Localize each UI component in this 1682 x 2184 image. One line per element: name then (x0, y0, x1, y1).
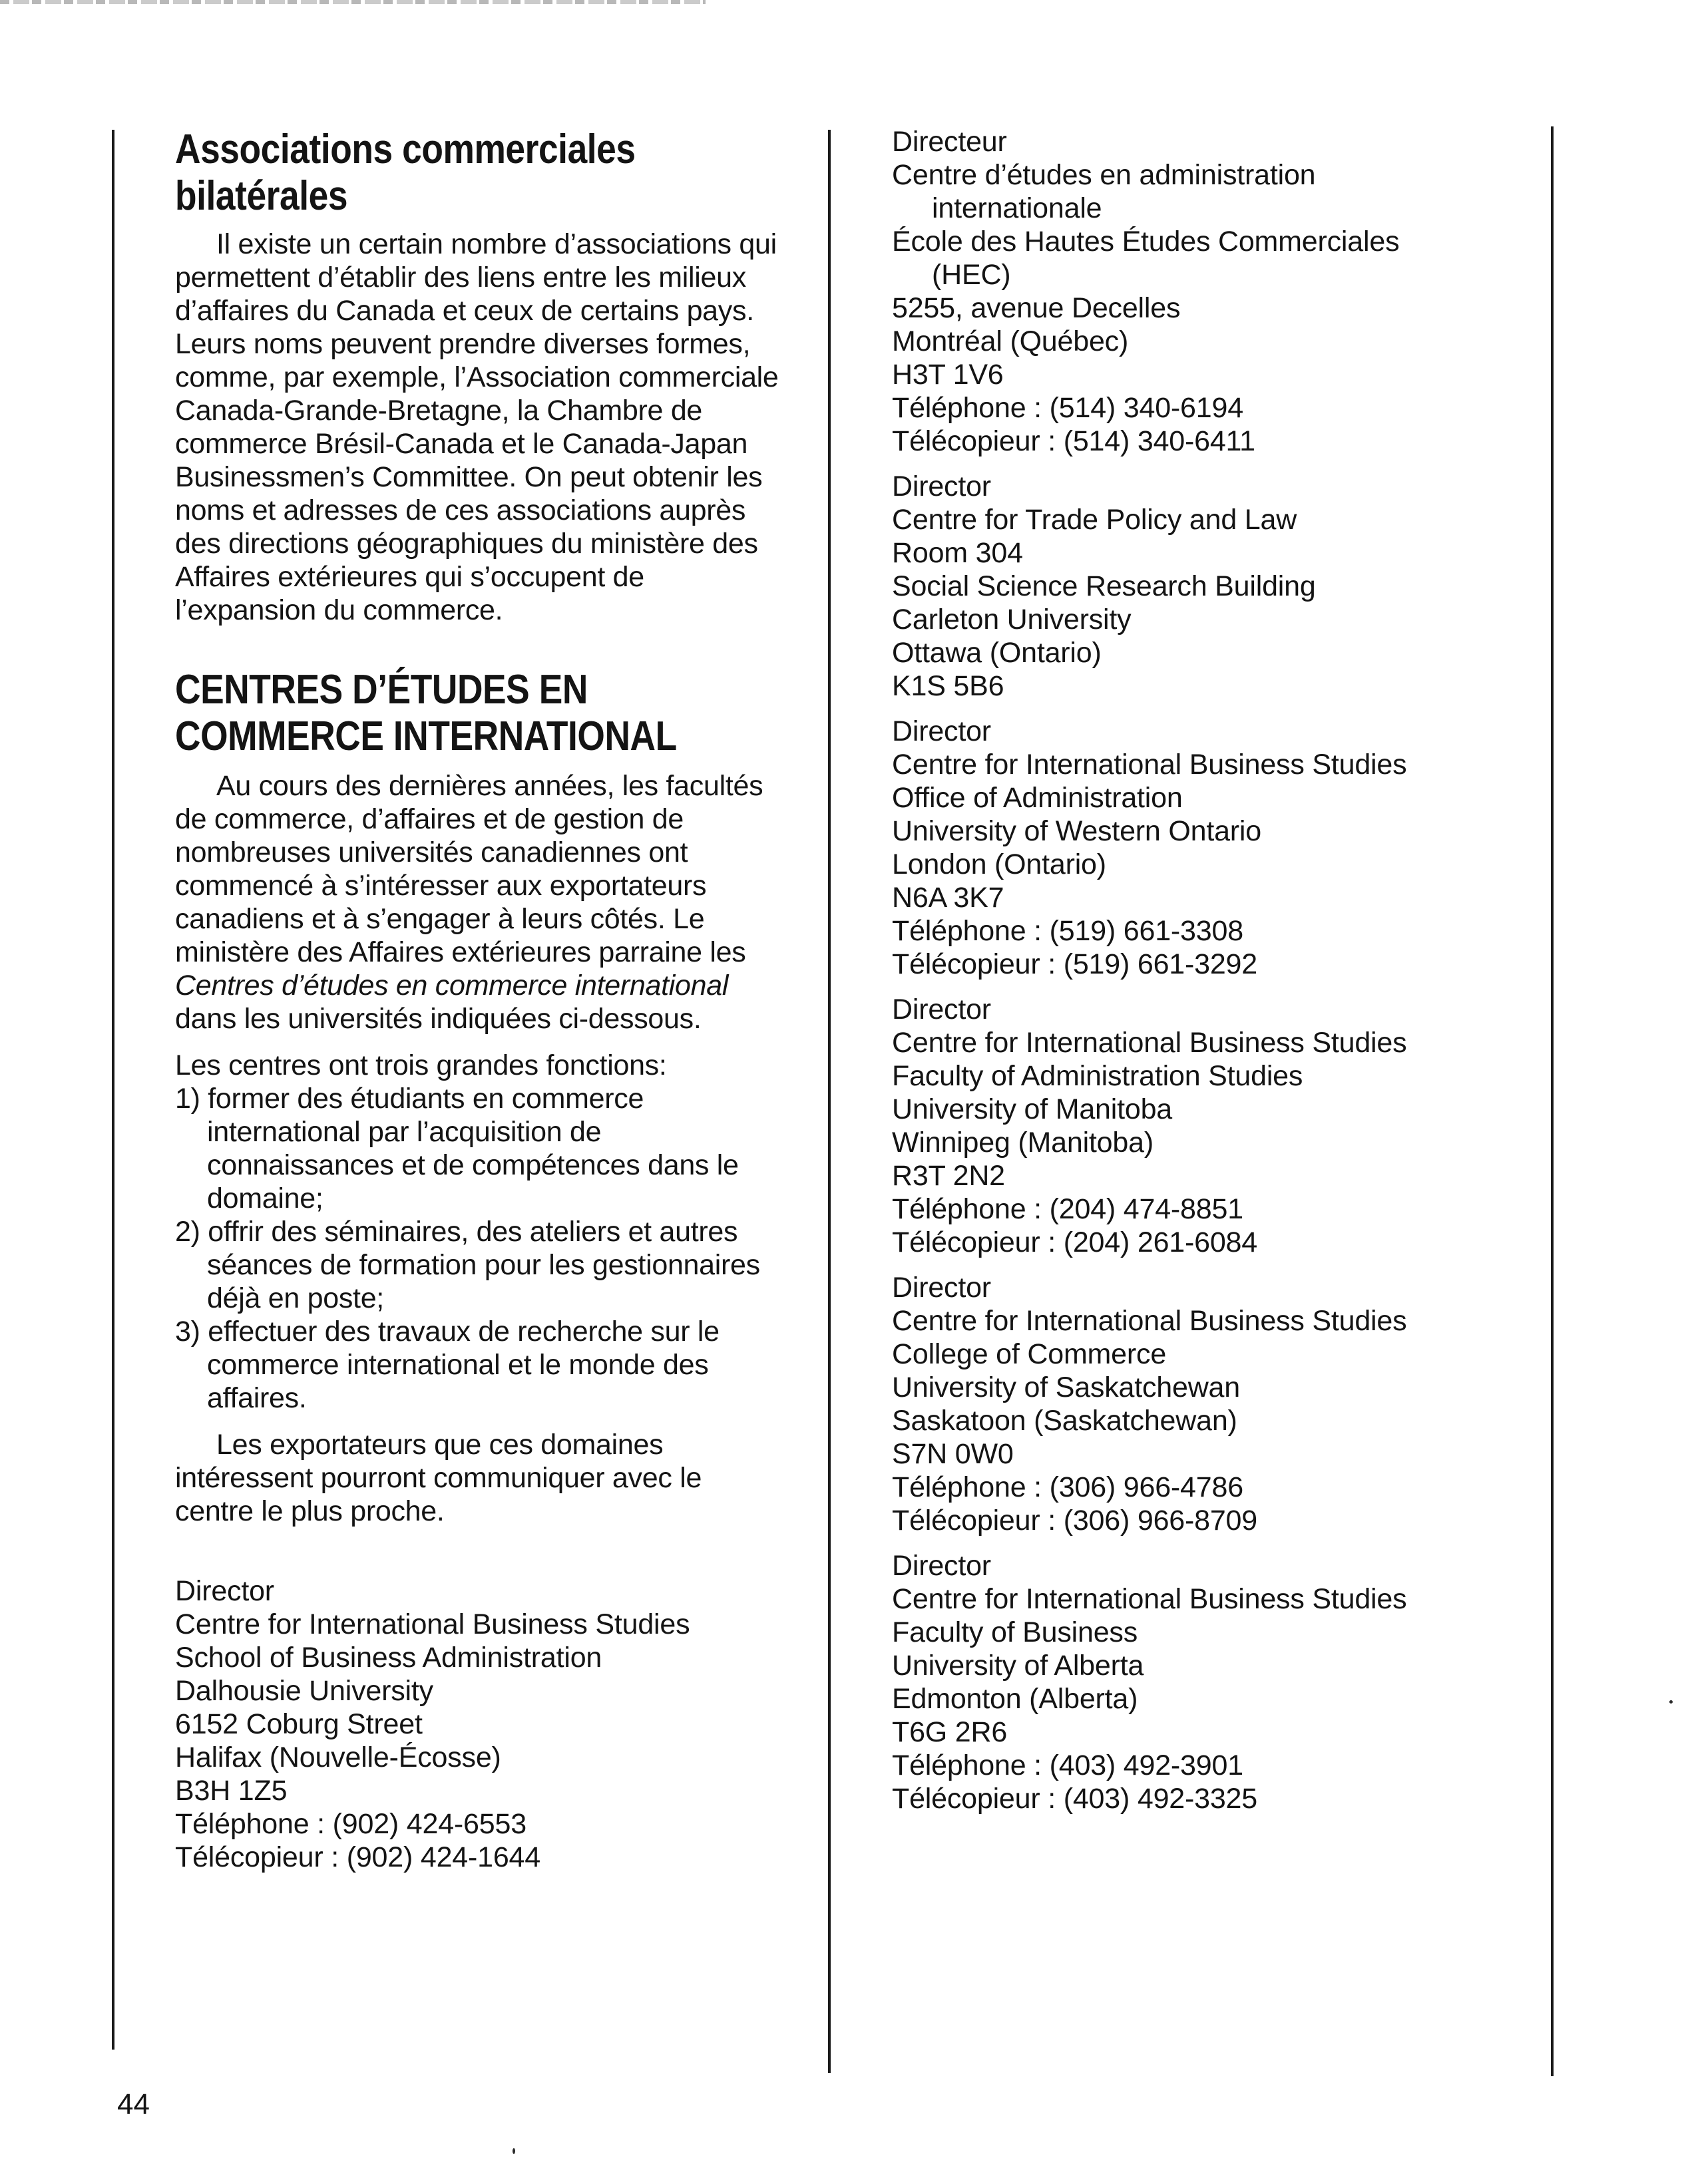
address-line: Dalhousie University (175, 1675, 433, 1707)
address-line: École des Hautes Études Commerciales (892, 226, 1400, 258)
right-column (892, 125, 1531, 1815)
address-line: Télécopieur : (514) 340-6411 (892, 425, 1255, 457)
heading-line: Associations commerciales (175, 126, 636, 172)
intro-text: Au cours des dernières années, les facultés de commerce, d’affaires et de gestion de nombreuses universités canadiennes ont commencé à s’intéresser aux exportateurs canadiens et à s’engager à leurs côtés. Le ministère des Affaires extérieures parraine les (175, 770, 763, 968)
address-line: Winnipeg (Manitoba) (892, 1127, 1154, 1159)
address-line: Téléphone : (902) 424-6553 (175, 1808, 526, 1840)
address-block-manitoba (892, 993, 1531, 1259)
address-line: Téléphone : (204) 474-8851 (892, 1193, 1243, 1225)
page-number: 44 (117, 2088, 150, 2121)
address-block-alberta (892, 1549, 1531, 1815)
function-item: 1) former des étudiants en commerce international par l’acquisition de connaissances et de compétences dans le domaine; (175, 1083, 739, 1214)
heading-line: bilatérales (175, 173, 348, 219)
function-item: 3) effectuer des travaux de recherche sur le commerce international et le monde des affaires. (175, 1316, 720, 1414)
address-line: Centre for International Business Studies (892, 1305, 1407, 1337)
address-line: Director (892, 715, 991, 747)
address-line: Télécopieur : (519) 661-3292 (892, 948, 1257, 980)
address-line: Social Science Research Building (892, 570, 1316, 602)
intro-text: dans les universités indiquées ci-dessous. (175, 1003, 702, 1035)
address-line: Director (892, 470, 991, 502)
address-line: Centre for International Business Studies (892, 1027, 1407, 1059)
address-line: Téléphone : (514) 340-6194 (892, 392, 1243, 424)
address-line: Télécopieur : (403) 492-3325 (892, 1783, 1257, 1815)
address-line: B3H 1Z5 (175, 1775, 288, 1807)
address-line: 5255, avenue Decelles (892, 292, 1181, 324)
address-line: H3T 1V6 (892, 359, 1004, 391)
address-line: Director (175, 1575, 274, 1607)
address-line: Téléphone : (306) 966-4786 (892, 1471, 1243, 1503)
study-centres-intro-paragraph (175, 769, 787, 1035)
address-line: Centre for International Business Studies (892, 749, 1407, 781)
address-line: S7N 0W0 (892, 1438, 1014, 1470)
scan-speck (1669, 1700, 1673, 1704)
address-line: internationale (932, 192, 1102, 224)
address-block-saskatchewan (892, 1271, 1531, 1537)
address-line: Directeur (892, 126, 1007, 158)
address-line: College of Commerce (892, 1338, 1167, 1370)
address-line: Director (892, 994, 991, 1025)
address-line: Téléphone : (403) 492-3901 (892, 1749, 1243, 1781)
address-line: Edmonton (Alberta) (892, 1683, 1138, 1715)
functions-lead: Les centres ont trois grandes fonctions: (175, 1049, 667, 1081)
address-line: R3T 2N2 (892, 1160, 1005, 1192)
address-line: 6152 Coburg Street (175, 1708, 423, 1740)
address-line: Halifax (Nouvelle-Écosse) (175, 1741, 501, 1773)
function-item: 2) offrir des séminaires, des ateliers et autres séances de formation pour les gestionnaires déjà en poste; (175, 1216, 760, 1314)
address-line: Télécopieur : (306) 966-8709 (892, 1505, 1257, 1537)
heading-line: CENTRES D’ÉTUDES EN (175, 667, 588, 713)
address-block-hec (892, 125, 1531, 458)
address-line: Faculty of Business (892, 1616, 1138, 1648)
address-line: Centre d’études en administration (892, 159, 1316, 191)
address-line: University of Western Ontario (892, 815, 1261, 847)
column-divider-rule (828, 130, 831, 2073)
address-line: K1S 5B6 (892, 670, 1004, 702)
address-line: Faculty of Administration Studies (892, 1060, 1303, 1092)
address-block-western-ontario (892, 715, 1531, 981)
address-line: University of Saskatchewan (892, 1371, 1240, 1403)
address-line: Ottawa (Ontario) (892, 637, 1102, 669)
right-margin-rule (1551, 126, 1554, 2076)
scan-speck (513, 2148, 515, 2154)
closing-paragraph: Les exportateurs que ces domaines intéressent pourront communiquer avec le centre le plus proche. (175, 1429, 702, 1527)
address-line: Centre for International Business Studies (892, 1583, 1407, 1615)
scan-edge-artifact (0, 0, 706, 4)
address-line: Montréal (Québec) (892, 325, 1129, 357)
address-line: Room 304 (892, 537, 1023, 569)
address-line: London (Ontario) (892, 848, 1106, 880)
address-line: N6A 3K7 (892, 882, 1004, 914)
address-line: Saskatoon (Saskatchewan) (892, 1405, 1237, 1437)
heading-line: COMMERCE INTERNATIONAL (175, 713, 677, 759)
functions-list (175, 1082, 787, 1415)
address-line: Office of Administration (892, 782, 1183, 814)
address-block-carleton (892, 470, 1531, 703)
section-heading-study-centres (175, 667, 754, 760)
address-line: Centre for International Business Studies (175, 1608, 690, 1640)
address-block-dalhousie (175, 1574, 787, 1874)
address-line: Director (892, 1550, 991, 1582)
address-line: Télécopieur : (902) 424-1644 (175, 1841, 540, 1873)
program-name: Centres d’études en commerce international (175, 970, 729, 1001)
address-line: University of Alberta (892, 1650, 1144, 1682)
left-margin-rule (112, 130, 114, 2050)
address-line: Carleton University (892, 604, 1132, 636)
address-line: University of Manitoba (892, 1093, 1173, 1125)
address-line: Télécopieur : (204) 261-6084 (892, 1226, 1257, 1258)
address-line: T6G 2R6 (892, 1716, 1008, 1748)
address-line: School of Business Administration (175, 1642, 602, 1674)
bilateral-associations-paragraph: Il existe un certain nombre d’associations qui permettent d’établir des liens entre les milieux d’affaires du Canada et ceux de certains pays. Leurs noms peuvent prendre diverses formes, comme, par exemple, l’Association commerciale Canada-Grande-Bretagne, la Chambre de commerce Brésil-Canada et le Canada-Japan Businessmen’s Committee. On peut obtenir les noms et adresses de ces associations auprès des directions géographiques du ministère des Affaires extérieures qui s’occupent de l’expansion du commerce. (175, 228, 779, 626)
address-line: Director (892, 1272, 991, 1304)
address-line: (HEC) (932, 259, 1011, 291)
section-heading-bilateral-associations (175, 126, 754, 220)
address-line: Téléphone : (519) 661-3308 (892, 915, 1243, 947)
left-column (175, 126, 787, 1874)
address-line: Centre for Trade Policy and Law (892, 504, 1297, 536)
